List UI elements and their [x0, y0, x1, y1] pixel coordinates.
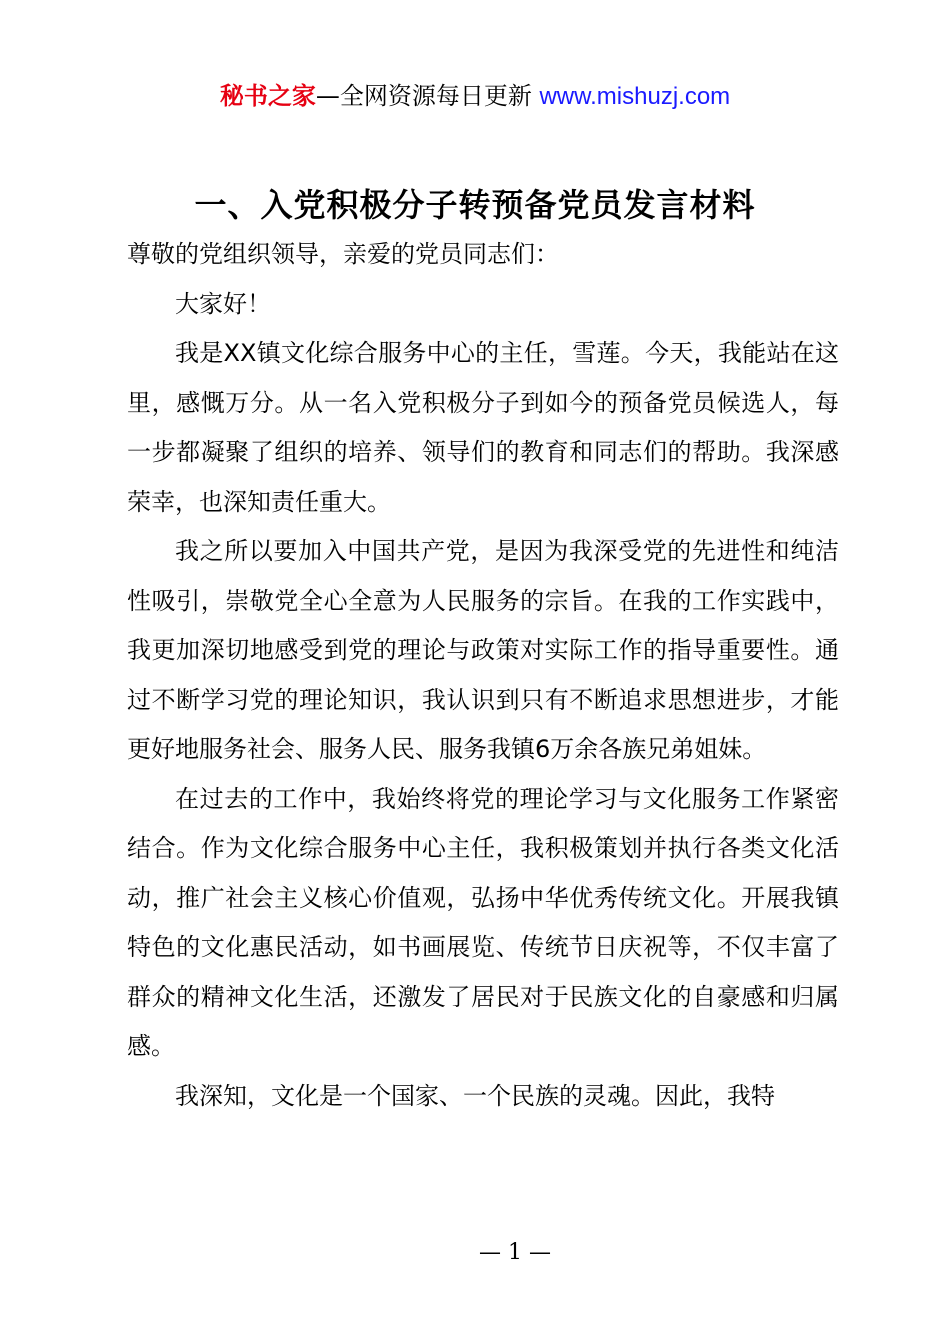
site-url-link[interactable]: www.mishuzj.com	[539, 83, 731, 110]
salutation: 尊敬的党组织领导，亲爱的党员同志们：	[127, 240, 559, 268]
paragraph: 我深知，文化是一个国家、一个民族的灵魂。因此，我特	[175, 1081, 775, 1110]
document-body	[127, 230, 839, 1121]
paragraph: 在过去的工作中，我始终将党的理论学习与文化服务工作紧密结合。作为文化综合服务中心主任，我积极策划并执行各类文化活动，推广社会主义核心价值观，弘扬中华优秀传统文化。开展我镇特色的文化惠民活动，如书画展览、传统节日庆祝等，不仅丰富了群众的精神文化生活，还激发了居民对于民族文化的自豪感和归属感。	[127, 784, 839, 1060]
header-tagline: —全网资源每日更新	[315, 82, 540, 110]
paragraph: 我是XX镇文化综合服务中心的主任，雪莲。今天，我能站在这里，感慨万分。从一名入党积极分子到如今的预备党员候选人，每一步都凝聚了组织的培养、领导们的教育和同志们的帮助。我深感荣幸，也深知责任重大。	[127, 339, 839, 516]
brand-name: 秘书之家	[219, 82, 316, 110]
document-title: 一、入党积极分子转预备党员发言材料	[194, 186, 756, 224]
paragraph: 大家好！	[175, 289, 271, 318]
site-header	[0, 80, 950, 113]
page-number: — 1 —	[479, 1240, 551, 1265]
paragraph: 我之所以要加入中国共产党，是因为我深受党的先进性和纯洁性吸引，崇敬党全心全意为人民服务的宗旨。在我的工作实践中，我更加深切地感受到党的理论与政策对实际工作的指导重要性。通过不断学习党的理论知识，我认识到只有不断追求思想进步，才能更好地服务社会、服务人民、服务我镇6万余各族兄弟姐妹。	[127, 537, 839, 763]
